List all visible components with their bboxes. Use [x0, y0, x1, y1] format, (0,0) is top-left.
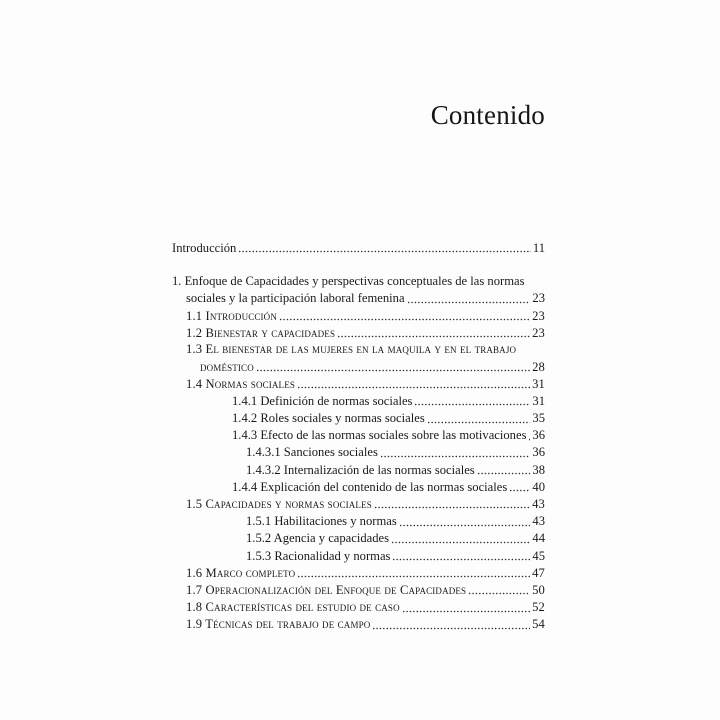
toc-entry-label: 1.4.2 Roles sociales y normas sociales	[232, 411, 425, 426]
dot-leader	[399, 515, 531, 528]
toc-entry-1-4-3-2[interactable]	[172, 461, 545, 478]
toc-page-number: 23	[532, 291, 545, 306]
toc-entry-label: 1.7 Operacionalización del Enfoque de Capacidades	[186, 582, 467, 597]
toc-entry-1-4-4[interactable]	[172, 478, 545, 495]
toc-entry-1-4-3[interactable]	[172, 427, 545, 444]
toc-page-number: 31	[532, 393, 545, 408]
toc-entry-1-4[interactable]	[172, 375, 545, 392]
toc-page-number: 36	[532, 445, 545, 460]
toc-entry-label: 1.2 Bienestar y capacidades	[186, 325, 336, 340]
toc-page-number: 50	[532, 582, 545, 597]
dot-leader	[402, 601, 530, 614]
dot-leader	[238, 241, 531, 254]
toc-entry-label: 1.4.3.1 Sanciones sociales	[246, 445, 378, 460]
dot-leader	[427, 412, 531, 425]
toc-page-number: 38	[532, 462, 545, 477]
toc-page-number: 35	[532, 411, 545, 426]
toc-entry-label-line2: sociales y la participación laboral femenina	[186, 291, 405, 306]
dot-leader	[256, 360, 530, 373]
toc-entry-line2	[172, 358, 545, 375]
spacer	[172, 256, 545, 273]
toc-page-number: 31	[532, 376, 545, 391]
toc-entry-label: 1.4.1 Definición de normas sociales	[232, 393, 413, 408]
dot-leader	[391, 532, 530, 545]
toc-entry-1-4-2[interactable]	[172, 410, 545, 427]
toc-entry-1-3[interactable]	[172, 341, 545, 375]
dot-leader	[372, 618, 530, 631]
toc-entry-label: 1.6 Marco completo	[186, 565, 296, 580]
toc-entry-label: 1.5.1 Habilitaciones y normas	[246, 514, 397, 529]
dot-leader	[279, 309, 530, 322]
toc-entry-1-8[interactable]	[172, 599, 545, 616]
dot-leader	[509, 480, 530, 493]
toc-page-number: 11	[532, 240, 545, 255]
dot-leader	[297, 377, 530, 390]
toc-page-number: 36	[532, 428, 545, 443]
toc-entry-label: 1.4 Normas sociales	[186, 376, 295, 391]
toc-page-number: 23	[532, 325, 545, 340]
toc-page-number: 43	[532, 497, 545, 512]
toc-entry-label: 1.4.3.2 Internalización de las normas sociales	[246, 462, 475, 477]
toc-page-number: 54	[532, 617, 545, 632]
dot-leader	[528, 429, 530, 442]
dot-leader	[297, 566, 530, 579]
toc-entry-label-line1: 1. Enfoque de Capacidades y perspectivas conceptuales de las normas	[172, 274, 525, 289]
toc-entry-label: 1.5.3 Racionalidad y normas	[246, 548, 391, 563]
toc-entry-1-4-3-1[interactable]	[172, 444, 545, 461]
toc-page-number: 43	[532, 514, 545, 529]
dot-leader	[380, 446, 531, 459]
toc-entry-label: 1.8 Características del estudio de caso	[186, 600, 400, 615]
toc-entry-1-1[interactable]	[172, 307, 545, 324]
toc-page-number: 52	[532, 600, 545, 615]
toc-entry-1-6[interactable]	[172, 564, 545, 581]
table-of-contents	[172, 239, 545, 633]
toc-entry-label: Introducción	[172, 240, 237, 255]
toc-entry-1-5-3[interactable]	[172, 547, 545, 564]
toc-page-number: 47	[532, 565, 545, 580]
toc-entry-1-4-1[interactable]	[172, 392, 545, 409]
toc-entry-label: 1.9 Técnicas del trabajo de campo	[186, 617, 371, 632]
toc-entry-label: 1.5 Capacidades y normas sociales	[186, 497, 372, 512]
toc-entry-1-5-2[interactable]	[172, 530, 545, 547]
toc-entry-label: 1.5.2 Agencia y capacidades	[246, 531, 390, 546]
toc-page-number: 40	[532, 479, 545, 494]
page-title: Contenido	[430, 100, 545, 130]
toc-entry-1-5[interactable]	[172, 495, 545, 512]
dot-leader	[468, 583, 530, 596]
toc-entry-1-2[interactable]	[172, 324, 545, 341]
toc-entry-label: 1.1 Introducción	[186, 308, 277, 323]
toc-page-number: 44	[532, 531, 545, 546]
toc-entry-line2	[172, 290, 545, 307]
toc-entry-label: 1.4.4 Explicación del contenido de las normas sociales	[232, 479, 508, 494]
toc-page-number: 45	[532, 548, 545, 563]
toc-entry-1-7[interactable]	[172, 581, 545, 598]
dot-leader	[392, 549, 530, 562]
dot-leader	[477, 463, 531, 476]
toc-entry-1-9[interactable]	[172, 616, 545, 633]
toc-entry-introduccion[interactable]	[172, 239, 545, 256]
dot-leader	[374, 497, 530, 510]
toc-entry-1-5-1[interactable]	[172, 513, 545, 530]
toc-page-number: 23	[532, 308, 545, 323]
toc-page-number: 28	[532, 359, 545, 374]
toc-entry-label-line1: 1.3 El bienestar de las mujeres en la maquila y en el trabajo	[186, 342, 517, 357]
dot-leader	[414, 394, 530, 407]
dot-leader	[337, 326, 530, 339]
toc-entry-label-line2: doméstico	[200, 359, 254, 374]
toc-entry-chapter-1[interactable]	[172, 273, 545, 307]
toc-entry-label: 1.4.3 Efecto de las normas sociales sobre las motivaciones	[232, 428, 527, 443]
dot-leader	[407, 292, 531, 305]
